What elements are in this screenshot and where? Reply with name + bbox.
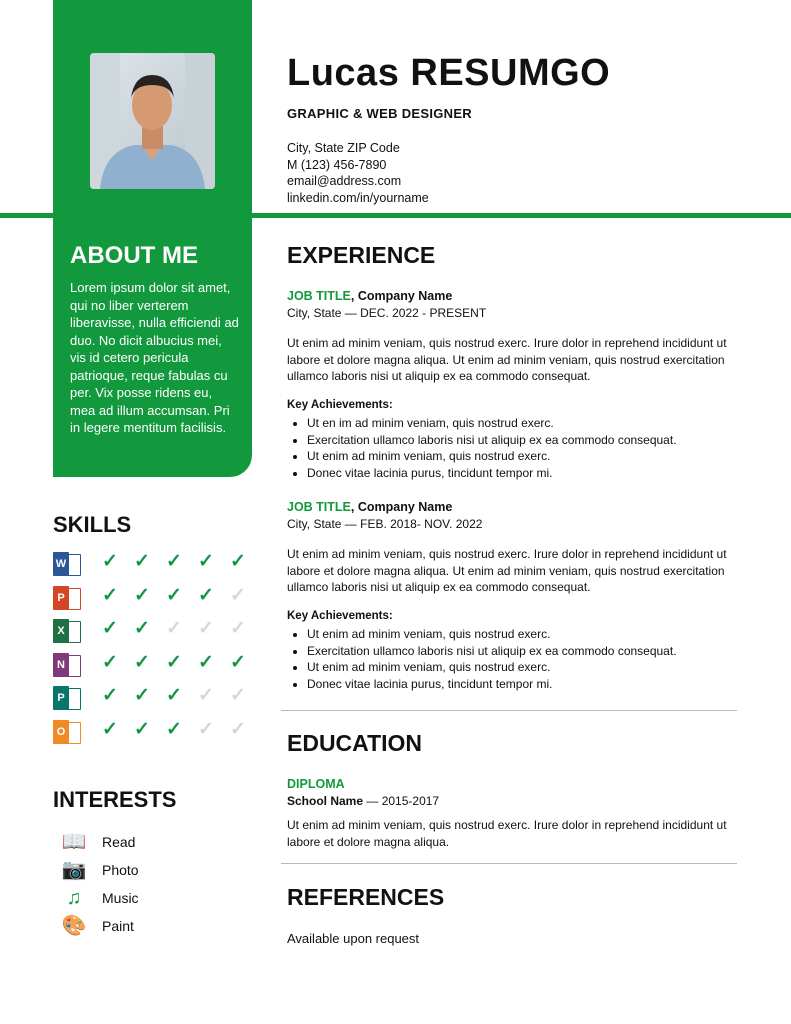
check-icon: ✓: [102, 651, 118, 673]
icon-letter: X: [53, 619, 69, 643]
job-heading: [287, 288, 727, 305]
palette-icon: 🎨: [61, 915, 87, 937]
interest-label: Paint: [102, 918, 134, 934]
check-icon: ✓: [134, 685, 150, 706]
job-company: , Company Name: [350, 289, 453, 303]
references-text: Available upon request: [287, 931, 420, 946]
school-years: — 2015-2017: [363, 793, 440, 808]
interest-item: [60, 887, 240, 911]
achievements-list: [287, 626, 727, 692]
icon-letter: P: [53, 586, 69, 610]
experience-title: EXPERIENCE: [287, 242, 436, 268]
skill-row: [53, 652, 253, 680]
check-icon: ✓: [134, 584, 150, 606]
interest-label: Music: [102, 890, 139, 906]
check-icon: ✓: [166, 685, 182, 706]
check-icon: ✓: [230, 651, 246, 673]
skill-row: [53, 685, 253, 713]
candidate-name: Lucas RESUMGO: [287, 52, 611, 94]
check-empty-icon: ✓: [230, 584, 246, 606]
check-icon: ✓: [166, 551, 182, 572]
references-title: REFERENCES: [287, 884, 445, 910]
icon-letter: O: [53, 720, 69, 744]
key-achievements-label: Key Achievements:: [287, 609, 393, 622]
avatar: [90, 53, 215, 189]
job-description: Ut enim ad minim veniam, quis nostrud exerc. Irure dolor in reprehend incididunt ut labore et dolore magna aliqua. Ut enim ad minim veniam, quis nostrud exercitation ullamco laboris nisi ut aliquip ex ea commodo consequat.: [287, 336, 727, 383]
check-empty-icon: ✓: [198, 685, 214, 706]
check-icon: ✓: [102, 584, 118, 606]
check-icon: ✓: [102, 685, 118, 706]
skill-row: [53, 551, 253, 579]
skills-title: SKILLS: [53, 512, 132, 537]
list-item: • Exercitation ullamco laboris nisi ut aliquip ex ea commodo consequat.: [307, 643, 727, 660]
interests-title: INTERESTS: [53, 787, 177, 812]
job-meta: City, State — FEB. 2018- NOV. 2022: [287, 516, 483, 531]
job-company: , Company Name: [350, 500, 453, 514]
list-item: • Exercitation ullamco laboris nisi ut aliquip ex ea commodo consequat.: [307, 432, 727, 449]
onenote-icon: [53, 653, 81, 677]
contact-address: City, State ZIP Code: [287, 141, 400, 155]
publisher-icon: [53, 686, 81, 710]
contact-info: [287, 140, 429, 206]
check-icon: ✓: [102, 618, 118, 639]
contact-linkedin: linkedin.com/in/yourname: [287, 190, 429, 205]
job-title: JOB TITLE: [287, 289, 351, 303]
candidate-role: GRAPHIC & WEB DESIGNER: [287, 106, 473, 121]
list-item: • Ut en im ad minim veniam, quis nostrud exerc.: [307, 415, 727, 432]
check-icon: ✓: [230, 551, 246, 572]
list-item: • Ut enim ad minim veniam, quis nostrud exerc.: [307, 448, 727, 465]
list-item: • Donec vitae lacinia purus, tincidunt tempor mi.: [307, 676, 727, 693]
degree: DIPLOMA: [287, 777, 345, 791]
icon-letter: W: [53, 552, 69, 576]
icon-letter: P: [53, 686, 69, 710]
interest-item: [60, 915, 240, 939]
camera-icon: 📷: [61, 859, 87, 881]
job-title: JOB TITLE: [287, 500, 351, 514]
about-title: ABOUT ME: [70, 242, 198, 269]
header-sidebar-block: [53, 0, 252, 214]
contact-phone: M (123) 456-7890: [287, 157, 387, 172]
excel-icon: [53, 619, 81, 643]
check-icon: ✓: [102, 551, 118, 572]
check-empty-icon: ✓: [166, 618, 182, 639]
job-entry: [287, 499, 727, 692]
profile-photo: [90, 53, 215, 189]
education-description: Ut enim ad minim veniam, quis nostrud exerc. Irure dolor in reprehend incididunt ut labore et dolore magna aliqua.: [287, 818, 727, 849]
check-icon: ✓: [134, 551, 150, 572]
check-icon: ✓: [134, 618, 150, 639]
list-item: • Ut enim ad minim veniam, quis nostrud exerc.: [307, 659, 727, 676]
check-empty-icon: ✓: [230, 718, 246, 740]
interest-label: Photo: [102, 862, 139, 878]
job-meta: City, State — DEC. 2022 - PRESENT: [287, 305, 487, 320]
section-divider: [281, 863, 737, 864]
skill-row: [53, 618, 253, 646]
outlook-icon: [53, 720, 81, 744]
check-icon: ✓: [198, 551, 214, 572]
skill-row: [53, 719, 253, 747]
about-text: Lorem ipsum dolor sit amet, qui no liber verterem liberavisse, nulla efficiendi ad duo. No dicit albucius mei, vis id cetero pericula patrioque, reque fabulas cu per. Vix posse ridens eu, mea ad illum accumsan. Pri in legere mentitum facilisis.: [70, 280, 239, 435]
interest-item: [60, 859, 240, 883]
interest-item: [60, 831, 240, 855]
book-icon: 📖: [61, 831, 87, 853]
job-heading: [287, 499, 727, 516]
education-title: EDUCATION: [287, 730, 423, 756]
school-line: [287, 793, 727, 810]
section-divider: [281, 710, 737, 711]
achievements-list: [287, 415, 727, 481]
music-icon: ♫: [66, 887, 82, 909]
check-empty-icon: ✓: [198, 618, 214, 639]
check-icon: ✓: [102, 718, 118, 740]
check-empty-icon: ✓: [230, 618, 246, 639]
job-entry: [287, 288, 727, 481]
check-icon: ✓: [134, 651, 150, 673]
about-section: [53, 218, 252, 477]
check-icon: ✓: [198, 584, 214, 606]
check-icon: ✓: [166, 718, 182, 740]
skill-row: [53, 585, 253, 613]
check-empty-icon: ✓: [230, 685, 246, 706]
school-name: School Name: [287, 793, 364, 808]
powerpoint-icon: [53, 586, 81, 610]
interest-label: Read: [102, 834, 136, 850]
check-icon: ✓: [198, 651, 214, 673]
word-icon: [53, 552, 81, 576]
check-icon: ✓: [134, 718, 150, 740]
education-entry: [287, 776, 727, 850]
job-description: Ut enim ad minim veniam, quis nostrud exerc. Irure dolor in reprehend incididunt ut labore et dolore magna aliqua. Ut enim ad minim veniam, quis nostrud exercitation ullamco laboris nisi ut aliquip ex ea commodo consequat.: [287, 547, 727, 594]
check-icon: ✓: [166, 651, 182, 673]
list-item: • Donec vitae lacinia purus, tincidunt tempor mi.: [307, 465, 727, 482]
check-icon: ✓: [166, 584, 182, 606]
list-item: • Ut enim ad minim veniam, quis nostrud exerc.: [307, 626, 727, 643]
icon-letter: N: [53, 653, 69, 677]
check-empty-icon: ✓: [198, 718, 214, 740]
contact-email: email@address.com: [287, 174, 402, 188]
key-achievements-label: Key Achievements:: [287, 398, 393, 411]
